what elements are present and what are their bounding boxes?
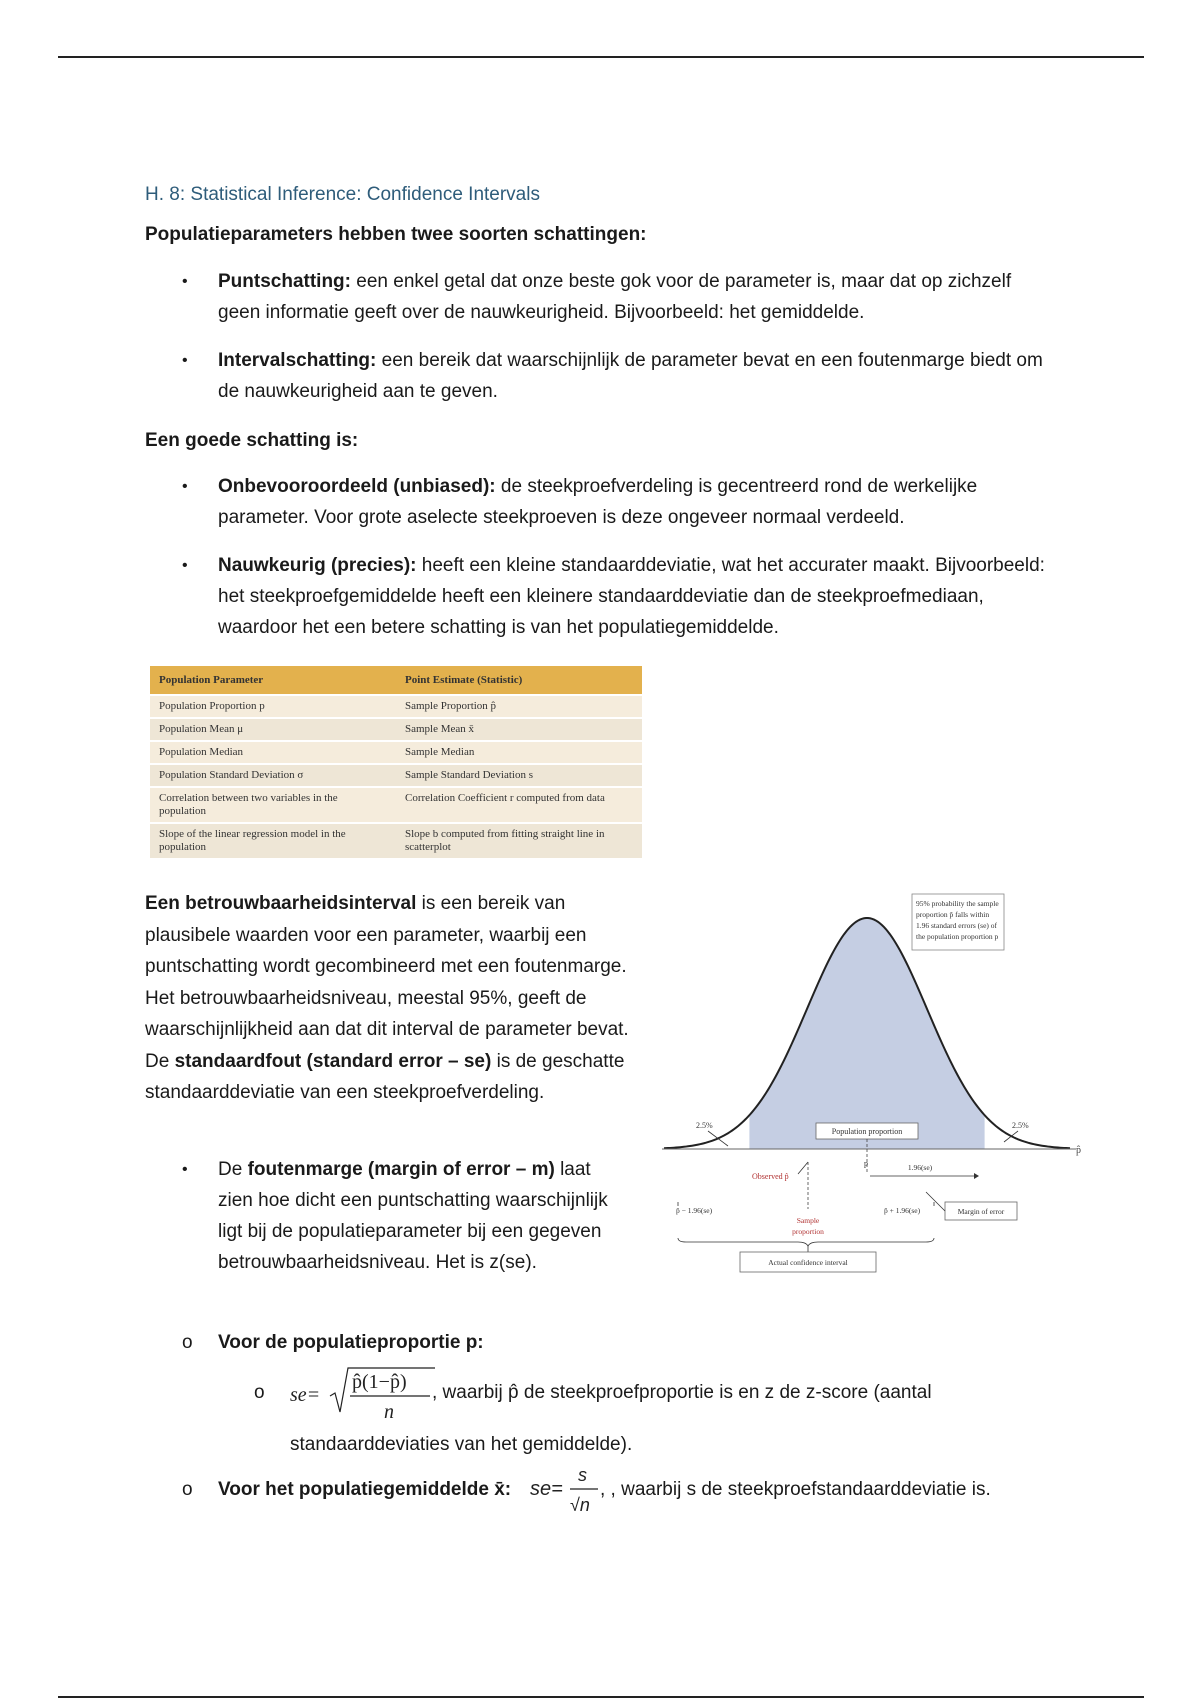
- annotation-line: 95% probability the sample: [916, 899, 999, 908]
- table-row: [150, 718, 642, 741]
- formula-numerator: p̂(1−p̂): [352, 1371, 407, 1393]
- o-marker: o: [182, 1332, 193, 1353]
- top-rule: [58, 56, 1144, 58]
- table-header: Point Estimate (Statistic): [396, 666, 642, 695]
- formula-denominator: √n: [570, 1495, 590, 1515]
- population-proportion-label: Population proportion: [831, 1127, 903, 1136]
- bullet-dot: •: [182, 478, 188, 495]
- table-header: Population Parameter: [150, 666, 396, 695]
- bullet-text: Intervalschatting: een bereik dat waarschijnlijk de parameter bevat en een foutenmarge biedt om de nauwkeurigheid aan te geven.: [218, 350, 1043, 402]
- o-marker: o: [254, 1382, 265, 1403]
- formula-denominator: n: [384, 1401, 394, 1423]
- table-header-row: [150, 666, 642, 695]
- bullet-text: De foutenmarge (margin of error – m) laat zien hoe dicht een puntschatting waarschijnlijk ligt bij de populatieparameter bij een gegeven betrouwbaarheidsniveau. Het is z(se).: [218, 1159, 608, 1273]
- table-cell: Slope of the linear regression model in the population: [150, 823, 396, 859]
- observed-label: Observed p̂: [752, 1172, 789, 1181]
- bullet-dot: •: [182, 557, 188, 574]
- table-row: [150, 787, 642, 823]
- table-row: [150, 823, 642, 859]
- tail-left-label: 2.5%: [696, 1121, 713, 1130]
- formula-lhs: se=: [530, 1478, 563, 1500]
- table-cell: Population Median: [150, 741, 396, 764]
- bullet-dot: •: [182, 352, 188, 369]
- proportion-title: Voor de populatieproportie p:: [218, 1332, 484, 1353]
- annotation-line: proportion p̂ falls within: [916, 910, 990, 919]
- parameter-estimate-table: [150, 666, 642, 860]
- o-marker: o: [182, 1479, 193, 1500]
- good-estimate-title: Een goede schatting is:: [145, 430, 359, 451]
- bullet-dot: •: [182, 1161, 188, 1178]
- se-mean-formula: [530, 1465, 600, 1521]
- table-cell: Sample Median: [396, 741, 642, 764]
- table-cell: Population Mean μ: [150, 718, 396, 741]
- table-row: [150, 695, 642, 718]
- bullet-text: Puntschatting: een enkel getal dat onze beste gok voor de parameter is, maar dat op zichzelf geen informatie geeft over de nauwkeurigheid. Bijvoorbeeld: het gemiddelde.: [218, 271, 1012, 323]
- axis-p-hat-label: p̂: [1076, 1145, 1081, 1156]
- proportion-formula-text-2: standaarddeviaties van het gemiddelde).: [290, 1434, 633, 1455]
- margin-of-error-label: Margin of error: [957, 1207, 1005, 1216]
- table-cell: Slope b computed from fitting straight line in scatterplot: [396, 823, 642, 859]
- tail-right-label: 2.5%: [1012, 1121, 1029, 1130]
- table-cell: Sample Mean x̄: [396, 718, 642, 741]
- table-cell: Sample Proportion p̂: [396, 695, 642, 718]
- chapter-heading: H. 8: Statistical Inference: Confidence Intervals: [145, 184, 540, 205]
- table-cell: Population Proportion p: [150, 695, 396, 718]
- confidence-interval-paragraph: Een betrouwbaarheidsinterval is een bereik van plausibele waarden voor een parameter, waarbij een puntschatting wordt gecombineerd met een foutenmarge. Het betrouwbaarheidsniveau, meestal 95%, geeft de waarschijnlijkheid aan dat dit interval de parameter bevat. De standaardfout (standard error – se) is de geschatte standaarddeviatie van een steekproefverdeling.: [145, 893, 629, 1103]
- table-cell: Correlation between two variables in the population: [150, 787, 396, 823]
- actual-ci-label: Actual confidence interval: [768, 1258, 848, 1267]
- formula-lhs: se=: [290, 1384, 321, 1406]
- bullet-text: Nauwkeurig (precies): heeft een kleine standaarddeviatie, wat het accurater maakt. Bijvoorbeeld: het steekproefgemiddelde heeft een kleinere standaarddeviatie dan de steekproefmediaan, waardoor het een betere schatting is van het populatiegemiddelde.: [218, 555, 1045, 638]
- intro-line: Populatieparameters hebben twee soorten schattingen:: [145, 224, 647, 245]
- sample-proportion-label-2: proportion: [792, 1227, 824, 1236]
- sample-proportion-label: Sample: [796, 1216, 820, 1225]
- formula-numerator: s: [578, 1465, 587, 1485]
- table-cell: Population Standard Deviation σ: [150, 764, 396, 787]
- bullet-dot: •: [182, 273, 188, 290]
- annotation-line: 1.96 standard errors (se) of: [916, 921, 998, 930]
- confidence-interval-figure: [656, 884, 1082, 1280]
- mean-title: Voor het populatiegemiddelde x̄:: [218, 1479, 512, 1500]
- mean-formula-text: , , waarbij s de steekproefstandaarddeviatie is.: [600, 1479, 991, 1500]
- table-cell: Correlation Coefficient r computed from data: [396, 787, 642, 823]
- bottom-rule: [58, 1696, 1144, 1698]
- upper-bound-label: p̂ + 1.96(se): [884, 1206, 921, 1215]
- bullet-text: Onbevooroordeeld (unbiased): de steekproefverdeling is gecentreerd rond de werkelijke parameter. Voor grote aselecte steekproeven is deze ongeveer normaal verdeeld.: [218, 476, 978, 528]
- table-row: [150, 741, 642, 764]
- margin-pointer: [926, 1192, 945, 1211]
- tail-left-pointer: [708, 1131, 728, 1146]
- p-label: p: [864, 1159, 868, 1168]
- se-label: 1.96(se): [907, 1163, 933, 1172]
- table-row: [150, 764, 642, 787]
- interval-brace: [678, 1238, 934, 1246]
- table-cell: Sample Standard Deviation s: [396, 764, 642, 787]
- lower-bound-label: p̂ − 1.96(se): [676, 1206, 713, 1215]
- se-proportion-formula: [290, 1366, 440, 1428]
- se-arrow-head: [974, 1173, 979, 1179]
- middle-95-area: [749, 918, 984, 1149]
- annotation-line: the population proportion p: [916, 932, 999, 941]
- observed-pointer: [798, 1162, 808, 1174]
- proportion-formula-text: , waarbij p̂ de steekproefproportie is en z de z-score (aantal: [432, 1382, 932, 1403]
